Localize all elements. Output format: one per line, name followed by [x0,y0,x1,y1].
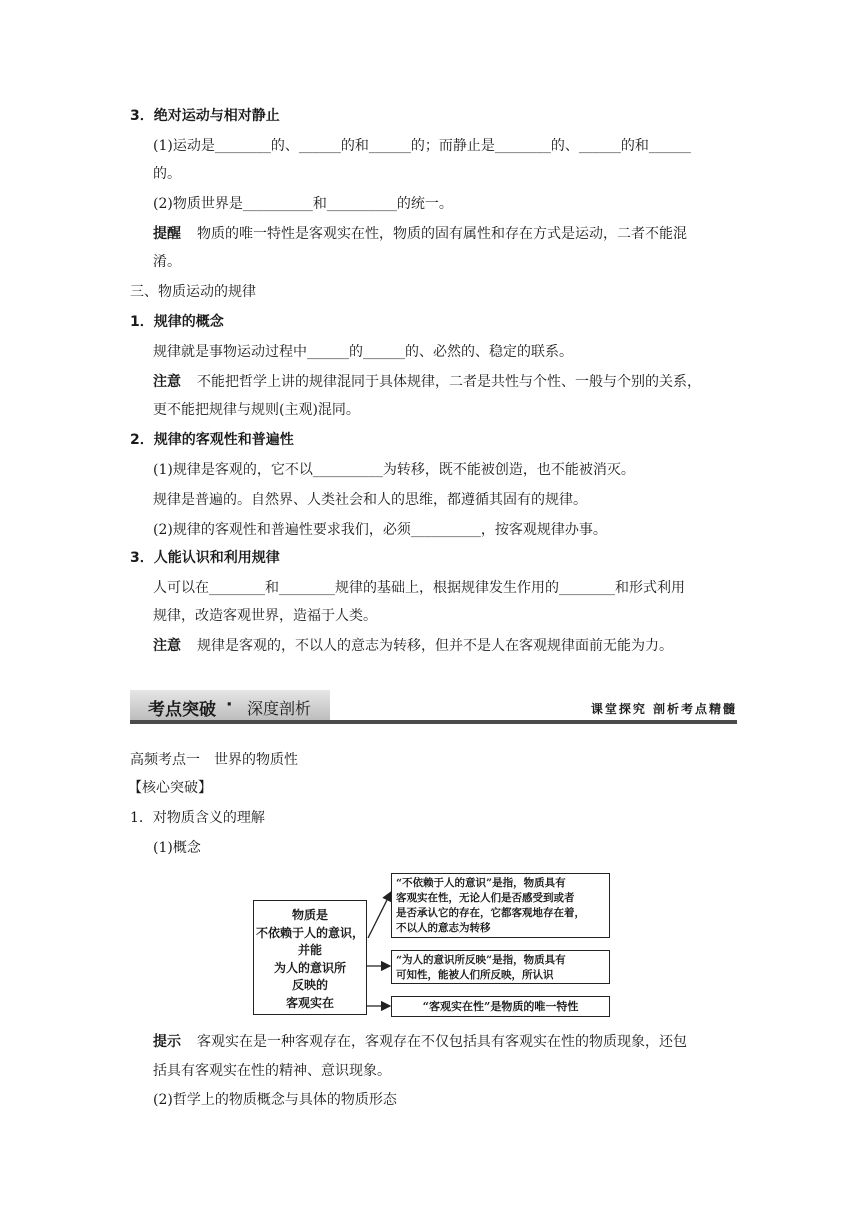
hint-text-cont: 括具有客观实在性的精神、意识现象。 [153,1063,391,1079]
note-paragraph [153,636,673,656]
tip-text: 物质的唯一特性是客观实在性，物质的固有属性和存在方式是运动，二者不能混 [197,226,687,242]
section-banner [130,690,737,724]
part-heading: 三、物质运动的规律 [130,284,256,300]
fill-blank-line: 的。 [153,166,181,182]
concept-diagram [250,870,612,1020]
left-box-line: 客观实在 [285,995,334,1010]
section-heading: 3．绝对运动与相对静止 [130,108,280,124]
subsection-heading: 3．人能认识和利用规律 [130,550,280,566]
item-label: (1)概念 [153,840,201,856]
tip-paragraph [153,224,730,244]
left-box-line: 并能 [297,943,322,957]
note-keyword: 注意 [153,638,181,654]
note-text: 不能把哲学上讲的规律混同于具体规律，二者是共性与个性、一般与个别的关系， [197,374,701,390]
box1-line: 是否承认它的存在，它都客观地存在着， [396,907,585,919]
fill-blank-line: (2)物质世界是__________和__________的统一。 [153,196,453,212]
fill-blank-line: 规律，改造客观世界，造福于人类。 [153,608,377,624]
box2-line: 可知性，能被人们所反映，所认识 [396,969,554,981]
note-paragraph [153,372,701,392]
fill-blank-line: 规律就是事物运动过程中______的______的、必然的、稳定的联系。 [153,344,573,360]
arrow-to-box1 [368,892,391,938]
diagram-left-box [253,900,367,1015]
core-label: 【核心突破】 [128,780,212,796]
box1-line: 不以人的意志为转移 [396,922,491,934]
left-box-line: 反映的 [291,978,328,992]
item-label: (2)哲学上的物质概念与具体的物质形态 [153,1092,397,1108]
fill-blank-line: (2)规律的客观性和普遍性要求我们，必须__________，按客观规律办事。 [153,522,607,538]
left-box-line: 物质是 [291,908,328,922]
banner-right-caption: 课堂探究 剖析考点精髓 [590,702,737,716]
banner-rule [130,720,737,724]
box3-line: “客观实在性”是物质的唯一特性 [422,1000,579,1013]
hint-keyword: 提示 [153,1034,181,1050]
subsection-heading: 1．规律的概念 [130,314,224,330]
hint-text: 客观实在是一种客观存在，客观存在不仅包括具有客观实在性的物质现象，还包 [197,1034,687,1050]
box2-line: “为人的意识所反映”是指，物质具有 [396,954,566,966]
note-text: 规律是客观的，不以人的意志为转移，但并不是人在客观规律面前无能为力。 [197,638,673,654]
tip-text-cont: 淆。 [153,254,181,270]
left-box-line: 不依赖于人的意识， [255,925,364,940]
diagram-box-3 [391,996,610,1017]
fill-blank-line: 人可以在________和________规律的基础上，根据规律发生作用的________和形式利用 [153,580,685,596]
box1-line: 客观实在性，无论人们是否感受到或者 [396,892,575,904]
diagram-box-2 [391,950,610,984]
tip-keyword: 提醒 [153,226,181,242]
banner-title: 考点突破 [148,700,216,720]
kaodian-heading: 高频考点一 世界的物质性 [130,752,298,768]
subsection-heading: 1．对物质含义的理解 [130,810,265,826]
box1-line: “不依赖于人的意识”是指，物质具有 [396,877,566,889]
diagram-box-1 [391,873,610,938]
note-text-cont: 更不能把规律与规则(主观)混同。 [153,402,360,418]
hint-paragraph [153,1032,687,1052]
note-keyword: 注意 [153,374,181,390]
left-box-line: 为人的意识所 [273,960,346,975]
banner-dot: · [226,695,233,715]
subsection-heading: 2．规律的客观性和普遍性 [130,432,294,448]
fill-blank-line: (1)运动是________的、______的和______的；而静止是________的、______的和______ [153,138,691,154]
fill-blank-line: (1)规律是客观的，它不以__________为转移，既不能被创造，也不能被消灭。 [153,462,635,478]
banner-subtitle: 深度剖析 [247,699,312,718]
paragraph: 规律是普遍的。自然界、人类社会和人的思维，都遵循其固有的规律。 [153,492,587,508]
